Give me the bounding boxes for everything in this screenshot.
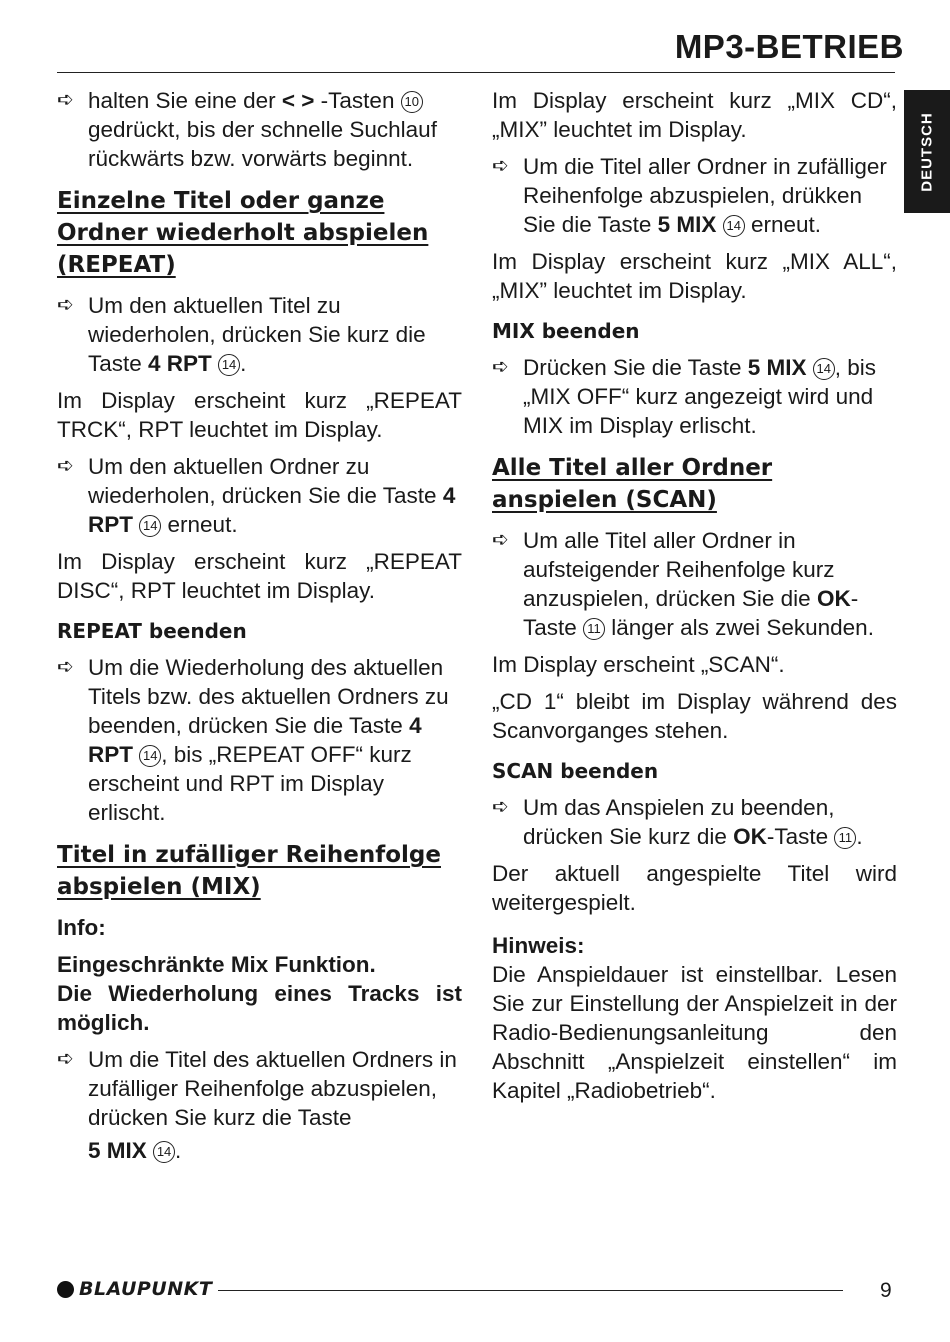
text: halten Sie eine der bbox=[88, 88, 282, 113]
arrow-bullet-icon: ➪ bbox=[492, 529, 509, 551]
note-text: Die Anspieldauer ist einstellbar. Lesen Sie zur Einstellung der Anspielzeit in der Radio-Bedienungsanleitung den Abschnitt „Anspielzeit einstellen“ im Kapitel „Radiobetrieb“. bbox=[492, 962, 897, 1103]
key-number-badge: 11 bbox=[834, 827, 856, 849]
instruction-scan bbox=[492, 526, 897, 642]
text: Um den aktuellen Titel zu wiederholen, drücken Sie kurz die Taste bbox=[88, 293, 426, 376]
key-label: 4 RPT bbox=[88, 483, 456, 537]
text: . bbox=[175, 1138, 182, 1163]
key-label: 5 MIX bbox=[747, 355, 807, 380]
key-number-badge: 14 bbox=[218, 354, 240, 376]
key-number-badge: 11 bbox=[583, 618, 605, 640]
paragraph: Im Display erscheint kurz „MIX CD“, „MIX” leuchtet im Display. bbox=[492, 88, 897, 142]
text: Um die Titel aller Ordner in zufälliger Reihenfolge abzuspielen, drükken Sie die Taste bbox=[523, 154, 887, 237]
right-column bbox=[492, 86, 897, 1113]
text: Um alle Titel aller Ordner in aufsteigender Reihenfolge kurz anzuspielen, drücken Sie die bbox=[523, 528, 835, 611]
paragraph: Im Display erscheint kurz „REPEAT DISC“, RPT leuchtet im Display. bbox=[57, 549, 462, 603]
language-tab-label: DEUTSCH bbox=[918, 111, 936, 192]
section-heading-mix: Titel in zufälliger Reihenfolge abspielen (MIX) bbox=[57, 842, 441, 900]
info-label: Info: bbox=[57, 915, 106, 940]
text: länger als zwei Sekunden. bbox=[605, 615, 874, 640]
text: gedrückt, bis der schnelle Suchlauf rückwärts bzw. vorwärts beginnt. bbox=[88, 117, 437, 171]
key-line bbox=[88, 1136, 462, 1165]
page-number: 9 bbox=[880, 1279, 892, 1302]
arrow-bullet-icon: ➪ bbox=[492, 356, 509, 378]
section-heading-scan: Alle Titel aller Ordner anspielen (SCAN) bbox=[492, 455, 773, 513]
paragraph: Im Display erscheint „SCAN“. bbox=[492, 652, 785, 677]
instruction-repeat-track bbox=[57, 291, 462, 378]
info-text: Die Wiederholung eines Tracks ist möglich. bbox=[57, 981, 462, 1035]
key-label: OK bbox=[733, 824, 767, 849]
instruction-search bbox=[57, 86, 462, 173]
arrow-bullet-icon: ➪ bbox=[492, 155, 509, 177]
paragraph: „CD 1“ bleibt im Display während des Scanvorganges stehen. bbox=[492, 689, 897, 743]
instruction-scan-end bbox=[492, 793, 897, 851]
note-label: Hinweis: bbox=[492, 933, 585, 958]
brand-logo bbox=[57, 1278, 212, 1300]
paragraph: Im Display erscheint kurz „REPEAT TRCK“, RPT leuchtet im Display. bbox=[57, 388, 462, 442]
text: Drücken Sie die Taste bbox=[523, 355, 748, 380]
arrow-bullet-icon: ➪ bbox=[57, 1048, 74, 1070]
key-label: OK bbox=[816, 586, 851, 611]
text: -Taste bbox=[766, 824, 835, 849]
instruction-mix-end bbox=[492, 353, 897, 440]
paragraph: Im Display erscheint kurz „MIX ALL“, „MIX” leuchtet im Display. bbox=[492, 249, 897, 303]
key-number-badge: 14 bbox=[813, 358, 835, 380]
text: Um den aktuellen Ordner zu wiederholen, drücken Sie die Taste bbox=[88, 454, 443, 508]
section-heading-repeat: Einzelne Titel oder ganze Ordner wiederholt abspielen (REPEAT) bbox=[57, 188, 429, 278]
key-label: 4 RPT bbox=[88, 713, 422, 767]
text: . bbox=[240, 351, 247, 376]
text: Um die Titel des aktuellen Ordners in zufälliger Reihenfolge abzuspielen, drücken Sie kurz die Taste bbox=[88, 1047, 457, 1130]
instruction-mix-folder bbox=[57, 1045, 462, 1132]
info-text: Eingeschränkte Mix Funktion. bbox=[57, 952, 376, 977]
arrow-bullet-icon: ➪ bbox=[57, 656, 74, 678]
subheading-repeat-end: REPEAT beenden bbox=[57, 619, 247, 643]
subheading-mix-end: MIX beenden bbox=[492, 319, 640, 343]
page-title: MP3-BETRIEB bbox=[674, 28, 904, 65]
text: , bis „MIX OFF“ kurz angezeigt wird und MIX im Display erlischt. bbox=[523, 355, 877, 438]
arrow-bullet-icon: ➪ bbox=[492, 796, 509, 818]
text: erneut. bbox=[161, 512, 238, 537]
left-column bbox=[57, 86, 462, 1173]
key-number-badge: 14 bbox=[139, 745, 161, 767]
text: Um das Anspielen zu beenden, drücken Sie kurz die bbox=[523, 795, 835, 849]
text: erneut. bbox=[744, 212, 822, 237]
arrow-bullet-icon: ➪ bbox=[57, 89, 74, 111]
arrow-bullet-icon: ➪ bbox=[57, 294, 74, 316]
arrow-keys-icon: < > bbox=[281, 88, 315, 113]
header-divider bbox=[57, 72, 895, 73]
footer-divider bbox=[218, 1290, 843, 1291]
text: -Tasten bbox=[314, 88, 401, 113]
key-label: 5 MIX bbox=[88, 1138, 147, 1163]
key-number-badge: 14 bbox=[139, 515, 161, 537]
paragraph: Der aktuell angespielte Titel wird weitergespielt. bbox=[492, 861, 897, 915]
text: , bis „REPEAT OFF“ kurz erscheint und RPT im Display erlischt. bbox=[88, 742, 412, 825]
text: -Taste bbox=[523, 586, 859, 640]
instruction-repeat-folder bbox=[57, 452, 462, 539]
key-label: 4 RPT bbox=[148, 351, 212, 376]
text: . bbox=[856, 824, 863, 849]
arrow-bullet-icon: ➪ bbox=[57, 455, 74, 477]
logo-text: BLAUPUNKT bbox=[79, 1278, 213, 1300]
subheading-scan-end: SCAN beenden bbox=[492, 759, 659, 783]
key-label: 5 MIX bbox=[657, 212, 717, 237]
key-number-badge: 10 bbox=[401, 91, 423, 113]
language-tab bbox=[904, 90, 950, 213]
key-number-badge: 14 bbox=[723, 215, 745, 237]
instruction-mix-all bbox=[492, 152, 897, 239]
text: Um die Wiederholung des aktuellen Titels bzw. des aktuellen Ordners zu beenden, drücken Sie die Taste bbox=[88, 655, 449, 738]
logo-dot-icon bbox=[57, 1281, 74, 1298]
key-number-badge: 14 bbox=[153, 1141, 175, 1163]
instruction-repeat-end bbox=[57, 653, 462, 827]
